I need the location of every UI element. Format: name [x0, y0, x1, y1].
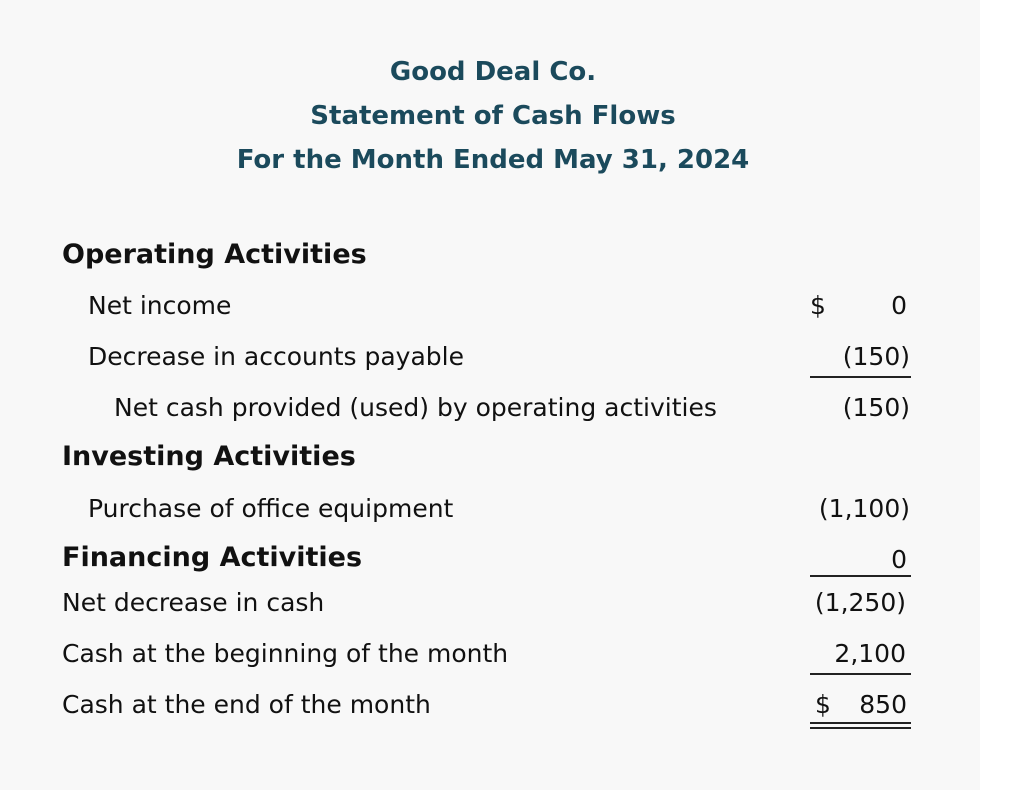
- statement-period: For the Month Ended May 31, 2024: [236, 145, 750, 175]
- investing-activities-header: Investing Activities: [62, 441, 356, 472]
- financing-activities-header: Financing Activities: [62, 542, 363, 573]
- operating-subtotal-rule: [810, 376, 911, 378]
- final-double-rule-bottom: [810, 727, 911, 729]
- activities-total-rule: [810, 575, 911, 577]
- net-operating-label: Net cash provided (used) by operating activities: [114, 393, 717, 422]
- cash-beginning-label: Cash at the beginning of the month: [62, 639, 509, 668]
- company-name: Good Deal Co.: [389, 57, 597, 87]
- accounts-payable-label: Decrease in accounts payable: [88, 342, 464, 371]
- accounts-payable-value: (150): [842, 342, 910, 371]
- net-decrease-value: (1,250): [814, 588, 906, 617]
- office-equipment-value: (1,100): [818, 494, 910, 523]
- statement-title: Statement of Cash Flows: [310, 101, 676, 131]
- operating-activities-header: Operating Activities: [62, 239, 367, 270]
- office-equipment-label: Purchase of office equipment: [88, 494, 454, 523]
- net-operating-value: (150): [842, 393, 910, 422]
- cash-end-value: 850: [859, 690, 907, 719]
- cash-sum-rule: [810, 673, 911, 675]
- net-income-label: Net income: [88, 291, 232, 320]
- final-double-rule-top: [810, 722, 911, 724]
- net-income-currency: $: [810, 291, 826, 320]
- net-income-value: 0: [891, 291, 907, 320]
- financing-activities-value: 0: [891, 545, 907, 574]
- cash-beginning-value: 2,100: [834, 639, 906, 668]
- net-decrease-label: Net decrease in cash: [62, 588, 325, 617]
- cash-end-label: Cash at the end of the month: [62, 690, 431, 719]
- cash-end-currency: $: [815, 690, 831, 719]
